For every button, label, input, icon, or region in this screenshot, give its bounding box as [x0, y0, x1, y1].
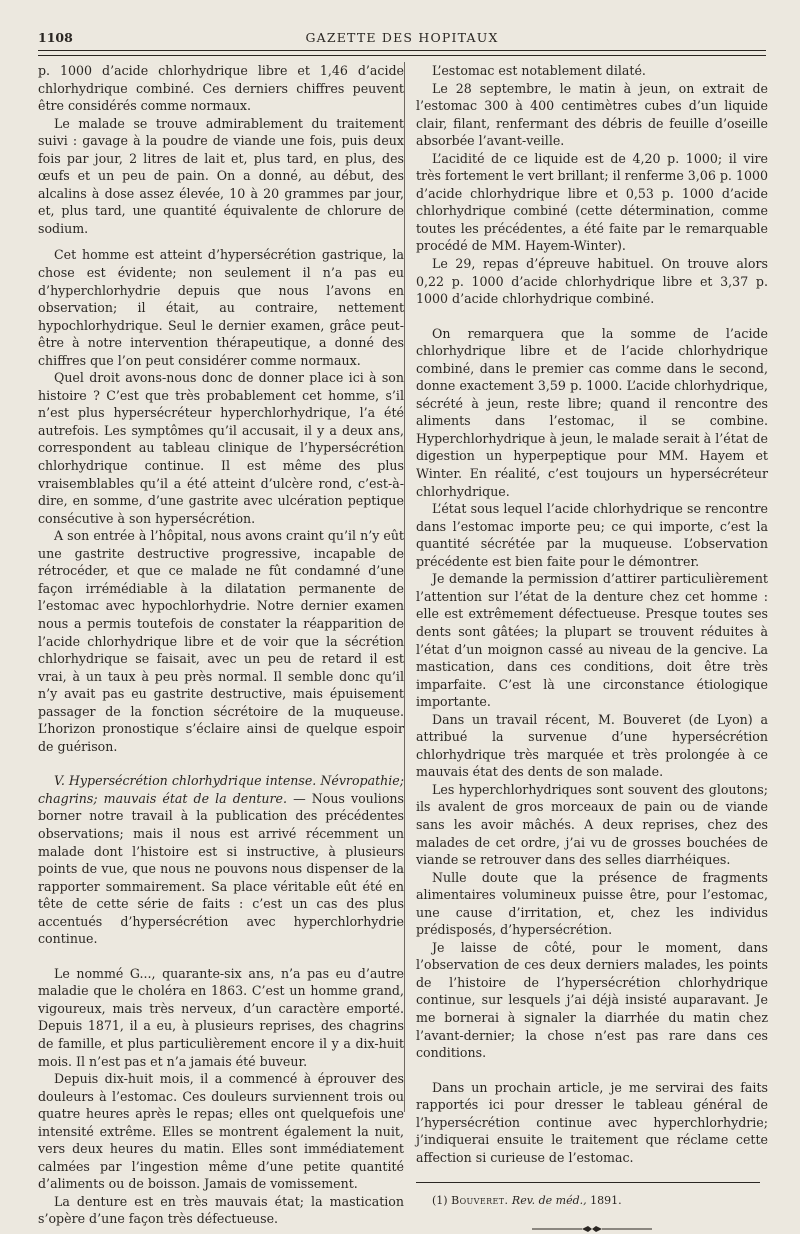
running-title: GAZETTE DES HOPITAUX	[305, 30, 499, 45]
column-divider	[404, 62, 405, 1112]
paragraph: Le 28 septembre, le matin à jeun, on extrait de l’estomac 300 à 400 centimètres cubes d’un liquide clair, filant, renfermant des débris de feuille d’oseille absorbée l’avant-veille.	[416, 80, 768, 149]
footnote-marker: (1)	[432, 1194, 448, 1208]
footnote-author: Bouveret.	[451, 1194, 509, 1208]
paragraph: Le nommé G..., quarante-six ans, n’a pas eu d’autre maladie que le choléra en 1863. C’est un homme grand, vigoureux, mais très nerveux, d’un caractère emporté. Depuis 1871, il a eu, à plusieurs reprises, des chagrins de famille, et plus particulièrement encore il y a dix-huit mois. Il n’est pas et n’a jamais été buveur.	[38, 965, 404, 1069]
paragraph: Depuis dix-huit mois, il a commencé à éprouver des douleurs à l’estomac. Ces douleurs surviennent trois ou quatre heures après le repas; elles ont quelquefois une intensité extrême. Elles se montrent également la nuit, vers deux heures du matin. Elles sont immédiatement calmées par l’ingestion même d’une petite quantité d’aliments ou de boisson. Jamais de vomissement.	[38, 1071, 404, 1192]
paragraph: On remarquera que la somme de l’acide chlorhydrique libre et de l’acide chlorhydrique combiné, dans le premier cas comme dans le second, donne exactement 3,59 p. 1000. L’acide chlorhydrique, sécrété à jeun, reste libre; quand il rencontre des aliments dans l’estomac, il se combine. Hyperchlorhydrique à jeun, le malade serait à l’état de digestion un hyperpeptique pour MM. Hayem et Winter. En réalité, c’est toujours un hypersécréteur chlorhydrique.	[416, 325, 768, 499]
paragraph: p. 1000 d’acide chlorhydrique libre et 1,46 d’acide chlorhydrique combiné. Ces derniers chiffres peuvent être considérés comme normaux.	[38, 63, 404, 114]
section-paragraph	[38, 772, 404, 947]
header-rule-thin	[38, 55, 766, 56]
footnote-source: Rev. de méd.,	[511, 1194, 587, 1208]
paragraph: Nulle doute que la présence de fragments alimentaires volumineux puisse être, pour l’estomac, une cause d’irritation, et, chez les individus prédisposés, d’hypersécrétion.	[416, 869, 768, 938]
section-text: — Nous voulions borner notre travail à la publication des précédentes observations; mais il nous est arrivé récemment un malade dont l’histoire est si instructive, à plusieurs points de vue, que nous ne pouvons nous dispenser de la rapporter sommairement. Sa place véritable eût été en tête de cette série de faits : c’est un cas des plus accentués d’hypersécrétion avec hyperchlorhydrie continue.	[38, 790, 404, 947]
header-rule	[38, 50, 766, 51]
paragraph: Le 29, repas d’épreuve habituel. On trouve alors 0,22 p. 1000 d’acide chlorhydrique libre et 3,37 p. 1000 d’acide chlorhydrique combiné.	[416, 256, 768, 307]
page-header	[38, 30, 766, 50]
paragraph: Je demande la permission d’attirer particulièrement l’attention sur l’état de la denture chez cet homme : elle est extrêmement défectueuse. Presque toutes ses dents sont gâtées; la plupart se trouvent réduites à l’état d’un moignon cassé au niveau de la gencive. La mastication, dans ces conditions, doit être très imparfaite. C’est là une circonstance étiologique importante.	[416, 571, 768, 710]
page-number: 1108	[38, 30, 73, 45]
end-ornament-icon	[532, 1224, 652, 1234]
paragraph: Dans un prochain article, je me servirai des faits rapportés ici pour dresser le tableau général de l’hypersécrétion continue avec hyperchlorhydrie; j’indiquerai ensuite le traitement que réclame cette affection si curieuse de l’estomac.	[416, 1079, 768, 1165]
paragraph: L’état sous lequel l’acide chlorhydrique se rencontre dans l’estomac importe peu; ce qui importe, c’est la quantité sécrétée par la muqueuse. L’observation précédente est bien faite pour le démontrer.	[416, 501, 768, 569]
paragraph: Cet homme est atteint d’hypersécrétion gastrique, la chose est évidente; non seulement il n’a pas eu d’hyperchlorhydrie depuis que nous l’avons en observation; il était, au contraire, nettement hypochlorhydrique. Seul le dernier examen, grâce peut-être à notre intervention thérapeutique, a donné des chiffres que l’on peut considérer comme normaux.	[38, 247, 404, 368]
section-heading: V. Hypersécrétion chlorhydrique intense. Névropathie; chagrins; mauvais état de la denture.	[38, 773, 404, 806]
paragraph: L’acidité de ce liquide est de 4,20 p. 1000; il vire très fortement le vert brillant; il renferme 3,06 p. 1000 d’acide chlorhydrique libre et 0,53 p. 1000 d’acide chlorhydrique combiné (cette détermination, comme toutes les précédentes, a été faite par le remarquable procédé de MM. Hayem-Winter).	[416, 150, 768, 254]
paragraph: La denture est en très mauvais état; la mastication s’opère d’une façon très défectueuse.	[38, 1193, 404, 1227]
footnote-year: 1891.	[590, 1194, 622, 1208]
paragraph: Quel droit avons-nous donc de donner place ici à son histoire ? C’est que très probablement cet homme, s’il n’est plus hypersécréteur hyperchlorhydrique, l’a été autrefois. Les symptômes qu’il accusait, il y a deux ans, correspondent au tableau clinique de l’hypersécrétion chlorhydrique continue. Il est même des plus vraisemblables qu’il a été atteint d’ulcère rond, c’est-à-dire, en somme, d’une gastrite avec ulcération peptique consécutive à son hypersécrétion.	[38, 370, 404, 526]
footnote-rule	[416, 1182, 760, 1183]
left-column	[38, 62, 404, 1228]
paragraph: Le malade se trouve admirablement du traitement suivi : gavage à la poudre de viande une fois, puis deux fois par jour, 2 litres de lait et, plus tard, en plus, des œufs et un peu de pain. On a donné, au début, des alcalins à dose assez élevée, 10 à 20 grammes par jour, et, plus tard, une quantité équivalente de chlorure de sodium.	[38, 115, 404, 236]
footnote	[416, 1193, 768, 1208]
paragraph: A son entrée à l’hôpital, nous avons craint qu’il n’y eût une gastrite destructive progressive, incapable de rétrocéder, et que ce malade ne fût condamné d’une façon irrémédiable à la dilatation permanente de l’estomac avec hypochlorhydrie. Notre dernier examen nous a permis toutefois de constater la réapparition de l’acide chlorhydrique libre et de voir que la sécrétion chlorhydrique se faisait, avec un peu de retard il est vrai, à un taux à peu près normal. Il semble donc qu’il n’y avait pas eu gastrite destructive, mais épuisement passager de la fonction sécrétoire de la muqueuse. L’horizon pronostique s’éclaire ainsi de quelque espoir de guérison.	[38, 528, 404, 754]
paragraph: Dans un travail récent, M. Bouveret (de Lyon) a attribué la survenue d’une hypersécrétion chlorhydrique très marquée et très prolongée à ce mauvais état des dents de son malade.	[416, 711, 768, 780]
right-column	[416, 62, 768, 1234]
paragraph: Je laisse de côté, pour le moment, dans l’observation de ces deux derniers malades, les points de l’histoire de l’hypersécrétion chlorhydrique continue, sur lesquels j’ai déjà insisté auparavant. Je me bornerai à signaler la diarrhée du matin chez l’avant-dernier; la chose n’est pas rare dans ces conditions.	[416, 939, 768, 1061]
paragraph: L’estomac est notablement dilaté.	[432, 63, 646, 78]
paragraph: Les hyperchlorhydriques sont souvent des gloutons; ils avalent de gros morceaux de pain ou de viande sans les avoir mâchés. A deux reprises, chez des malades de cet ordre, j’ai vu de grosses bouchées de viande se retrouver dans des selles diarrhéiques.	[416, 781, 768, 868]
